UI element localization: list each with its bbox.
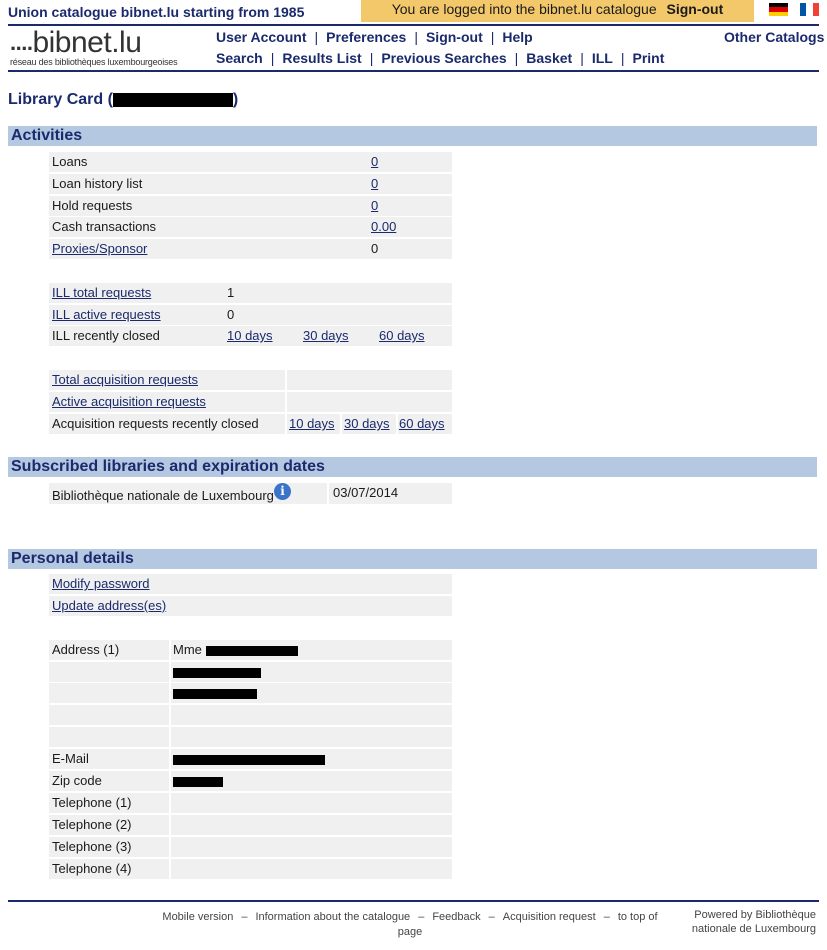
modify-password-row — [49, 574, 452, 594]
page-title-suffix: ) — [232, 91, 239, 108]
logo-subtitle: réseau des bibliothèques luxembourgeoises — [10, 57, 178, 67]
redacted-address-name — [206, 646, 298, 656]
french-flag-icon[interactable] — [800, 3, 819, 16]
ill-active-link[interactable]: ILL active requests — [52, 307, 161, 322]
subscribed-heading: Subscribed libraries and expiration dates — [8, 457, 817, 477]
footer-top-of-page[interactable]: to top of page — [397, 911, 658, 938]
address-line-1 — [173, 640, 298, 660]
redacted-street — [173, 668, 261, 678]
zip-row — [49, 771, 452, 791]
telephone-row-4 — [49, 859, 452, 879]
cell-divider — [169, 683, 171, 703]
redacted-name — [113, 93, 233, 107]
cell-divider — [169, 837, 171, 857]
menu-preferences[interactable]: Preferences — [326, 29, 407, 45]
update-address-link[interactable]: Update address(es) — [52, 598, 167, 613]
cell-divider — [169, 793, 171, 813]
ill-total-row — [49, 283, 452, 303]
menu-help[interactable]: Help — [502, 29, 533, 45]
acq-closed-30-days[interactable]: 30 days — [344, 416, 390, 431]
address-row-3 — [49, 683, 452, 703]
activities-heading: Activities — [8, 126, 817, 146]
cell-divider — [169, 749, 171, 769]
acq-closed-10-days[interactable]: 10 days — [289, 416, 335, 431]
menu-separator: | — [270, 50, 275, 66]
personal-details-heading: Personal details — [8, 549, 817, 569]
ill-closed-row — [49, 326, 452, 346]
menu-basket[interactable]: Basket — [526, 50, 573, 66]
cell-divider — [169, 859, 171, 879]
ill-total-count: 1 — [227, 285, 235, 300]
login-bar-signout-link[interactable]: Sign-out — [666, 1, 724, 17]
menu-separator: | — [580, 50, 584, 66]
footer-separator: – — [241, 911, 248, 923]
address-row-2 — [49, 662, 452, 682]
login-message: You are logged into the bibnet.lu catalogue — [391, 1, 657, 17]
telephone-label: Telephone (1) — [52, 795, 132, 810]
library-name: Bibliothèque nationale de Luxembourg — [52, 488, 274, 503]
cell-divider — [169, 771, 171, 791]
update-address-row — [49, 596, 452, 616]
menu-separator: | — [414, 29, 418, 45]
footer-acquisition-request[interactable]: Acquisition request — [502, 911, 596, 923]
activity-label: Hold requests — [52, 198, 133, 213]
footer-mobile-version[interactable]: Mobile version — [162, 911, 234, 923]
activity-row-proxies — [49, 239, 452, 259]
activity-row-loans — [49, 152, 452, 172]
proxies-sponsor-link[interactable]: Proxies/Sponsor — [52, 241, 148, 256]
cell-divider — [327, 483, 329, 504]
address-row-5 — [49, 727, 452, 747]
logo-text: bibnet.lu — [32, 26, 142, 59]
footer-powered-by: Powered by Bibliothèque nationale de Luxembourg — [691, 909, 816, 935]
proxies-count: 0 — [371, 241, 379, 256]
page-title-prefix: Library Card ( — [8, 91, 113, 108]
german-flag-icon[interactable] — [769, 3, 788, 16]
ill-closed-30-days[interactable]: 30 days — [303, 328, 349, 343]
email-value — [173, 749, 325, 769]
cell-divider — [169, 727, 171, 747]
ill-closed-label: ILL recently closed — [52, 328, 160, 343]
address-row-1 — [49, 640, 452, 660]
account-menu — [216, 29, 533, 45]
footer-catalogue-info[interactable]: Information about the catalogue — [255, 911, 411, 923]
ill-active-row — [49, 305, 452, 325]
redacted-email — [173, 755, 325, 765]
acq-closed-label: Acquisition requests recently closed — [52, 416, 259, 431]
footer-divider — [8, 900, 819, 902]
activity-label: Cash transactions — [52, 219, 157, 234]
menu-search[interactable]: Search — [216, 50, 263, 66]
telephone-row-1 — [49, 793, 452, 813]
acq-total-link[interactable]: Total acquisition requests — [52, 372, 198, 387]
footer-separator: – — [418, 911, 425, 923]
ill-closed-60-days[interactable]: 60 days — [379, 328, 425, 343]
loan-history-count-link[interactable]: 0 — [371, 176, 379, 191]
cell-divider — [285, 414, 287, 434]
email-label: E-Mail — [52, 751, 89, 766]
nav-divider — [8, 70, 819, 72]
cell-divider — [169, 705, 171, 725]
login-status-bar — [361, 0, 754, 22]
hold-requests-count-link[interactable]: 0 — [371, 198, 379, 213]
acq-total-row — [49, 370, 452, 390]
main-menu — [216, 50, 664, 66]
bibnet-logo[interactable] — [10, 28, 210, 68]
logo-dots: .... — [10, 30, 33, 55]
menu-sign-out[interactable]: Sign-out — [425, 29, 483, 45]
library-expiry-date: 03/07/2014 — [333, 485, 399, 500]
redacted-city — [173, 689, 257, 699]
address-row-4 — [49, 705, 452, 725]
cell-divider — [285, 392, 287, 412]
modify-password-link[interactable]: Modify password — [52, 576, 150, 591]
menu-separator: | — [314, 29, 319, 45]
acq-closed-row — [49, 414, 452, 434]
ill-total-link[interactable]: ILL total requests — [52, 285, 152, 300]
telephone-label: Telephone (4) — [52, 861, 132, 876]
zip-label: Zip code — [52, 773, 102, 788]
email-row — [49, 749, 452, 769]
address-label: Address (1) — [52, 642, 120, 657]
cell-divider — [169, 662, 171, 682]
zip-value — [173, 771, 223, 791]
footer-feedback[interactable]: Feedback — [432, 911, 481, 923]
redacted-zip — [173, 777, 223, 787]
activity-label: Loans — [52, 154, 88, 169]
telephone-row-3 — [49, 837, 452, 857]
menu-separator: | — [490, 29, 495, 45]
menu-separator: | — [514, 50, 519, 66]
acq-active-row — [49, 392, 452, 412]
footer-links — [160, 910, 660, 940]
page-title — [8, 91, 238, 109]
activity-row-holds — [49, 196, 452, 216]
salutation: Mme — [173, 642, 202, 657]
other-catalogs-link[interactable]: Other Catalogs — [724, 29, 825, 45]
acq-closed-60-days[interactable]: 60 days — [399, 416, 445, 431]
menu-previous-searches[interactable]: Previous Searches — [381, 50, 507, 66]
loans-count-link[interactable]: 0 — [371, 154, 379, 169]
telephone-label: Telephone (2) — [52, 817, 132, 832]
info-icon[interactable]: i — [274, 483, 291, 500]
ill-active-count: 0 — [227, 307, 235, 322]
address-line-2 — [173, 662, 261, 682]
telephone-row-2 — [49, 815, 452, 835]
menu-separator: | — [369, 50, 374, 66]
menu-results-list[interactable]: Results List — [282, 50, 362, 66]
footer-separator: – — [603, 911, 610, 923]
cash-transactions-link[interactable]: 0.00 — [371, 219, 397, 234]
cell-divider — [285, 370, 287, 390]
cell-divider — [169, 640, 171, 660]
cell-divider — [340, 414, 342, 434]
menu-separator: | — [620, 50, 625, 66]
telephone-label: Telephone (3) — [52, 839, 132, 854]
acq-active-link[interactable]: Active acquisition requests — [52, 394, 206, 409]
ill-closed-10-days[interactable]: 10 days — [227, 328, 273, 343]
menu-user-account[interactable]: User Account — [216, 29, 307, 45]
menu-print[interactable]: Print — [632, 50, 665, 66]
address-line-3 — [173, 683, 257, 703]
menu-ill[interactable]: ILL — [591, 50, 613, 66]
cell-divider — [396, 414, 398, 434]
footer-separator: – — [488, 911, 495, 923]
site-title: Union catalogue bibnet.lu starting from 1985 — [8, 4, 305, 20]
activity-row-cash — [49, 217, 452, 237]
cell-divider — [169, 815, 171, 835]
subscribed-library-row — [49, 483, 452, 504]
activity-label: Loan history list — [52, 176, 143, 191]
activity-row-loan-history — [49, 174, 452, 194]
